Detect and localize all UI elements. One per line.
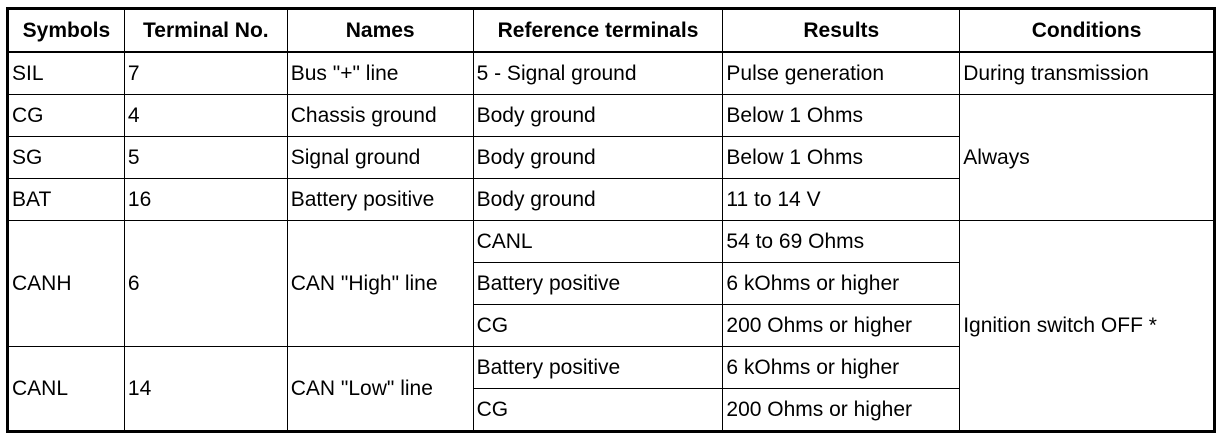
- cell-reference: Body ground: [473, 179, 723, 221]
- cell-terminal: 16: [124, 179, 287, 221]
- cell-condition: Ignition switch OFF *: [960, 221, 1215, 432]
- header-results: Results: [723, 9, 960, 53]
- cell-symbol: CG: [8, 95, 125, 137]
- cell-symbol: CANH: [8, 221, 125, 347]
- cell-result: 54 to 69 Ohms: [723, 221, 960, 263]
- table-header-row: [8, 9, 1215, 53]
- header-reference-terminals: Reference terminals: [473, 9, 723, 53]
- cell-name: Battery positive: [287, 179, 473, 221]
- cell-terminal: 5: [124, 137, 287, 179]
- cell-result: 6 kOhms or higher: [723, 263, 960, 305]
- cell-reference: CANL: [473, 221, 723, 263]
- header-names: Names: [287, 9, 473, 53]
- cell-name: Signal ground: [287, 137, 473, 179]
- cell-symbol: SIL: [8, 52, 125, 95]
- cell-reference: 5 - Signal ground: [473, 52, 723, 95]
- cell-symbol: CANL: [8, 347, 125, 432]
- cell-result: 6 kOhms or higher: [723, 347, 960, 389]
- cell-terminal: 4: [124, 95, 287, 137]
- table-row: [8, 221, 1215, 263]
- cell-reference: CG: [473, 389, 723, 432]
- cell-name: CAN "Low" line: [287, 347, 473, 432]
- cell-symbol: SG: [8, 137, 125, 179]
- cell-condition: Always: [960, 95, 1215, 221]
- cell-reference: Body ground: [473, 137, 723, 179]
- header-terminal-no: Terminal No.: [124, 9, 287, 53]
- cell-reference: Body ground: [473, 95, 723, 137]
- header-conditions: Conditions: [960, 9, 1215, 53]
- terminal-table-container: [6, 7, 1216, 433]
- table-row: [8, 95, 1215, 137]
- cell-terminal: 6: [124, 221, 287, 347]
- cell-result: Below 1 Ohms: [723, 137, 960, 179]
- cell-result: 11 to 14 V: [723, 179, 960, 221]
- cell-condition: During transmission: [960, 52, 1215, 95]
- cell-terminal: 7: [124, 52, 287, 95]
- cell-reference: Battery positive: [473, 263, 723, 305]
- cell-result: Pulse generation: [723, 52, 960, 95]
- cell-reference: CG: [473, 305, 723, 347]
- cell-name: Bus "+" line: [287, 52, 473, 95]
- cell-terminal: 14: [124, 347, 287, 432]
- cell-reference: Battery positive: [473, 347, 723, 389]
- cell-result: Below 1 Ohms: [723, 95, 960, 137]
- header-symbols: Symbols: [8, 9, 125, 53]
- cell-name: CAN "High" line: [287, 221, 473, 347]
- cell-name: Chassis ground: [287, 95, 473, 137]
- table-row: [8, 52, 1215, 95]
- cell-result: 200 Ohms or higher: [723, 305, 960, 347]
- cell-symbol: BAT: [8, 179, 125, 221]
- cell-result: 200 Ohms or higher: [723, 389, 960, 432]
- terminal-inspection-table: [6, 7, 1216, 433]
